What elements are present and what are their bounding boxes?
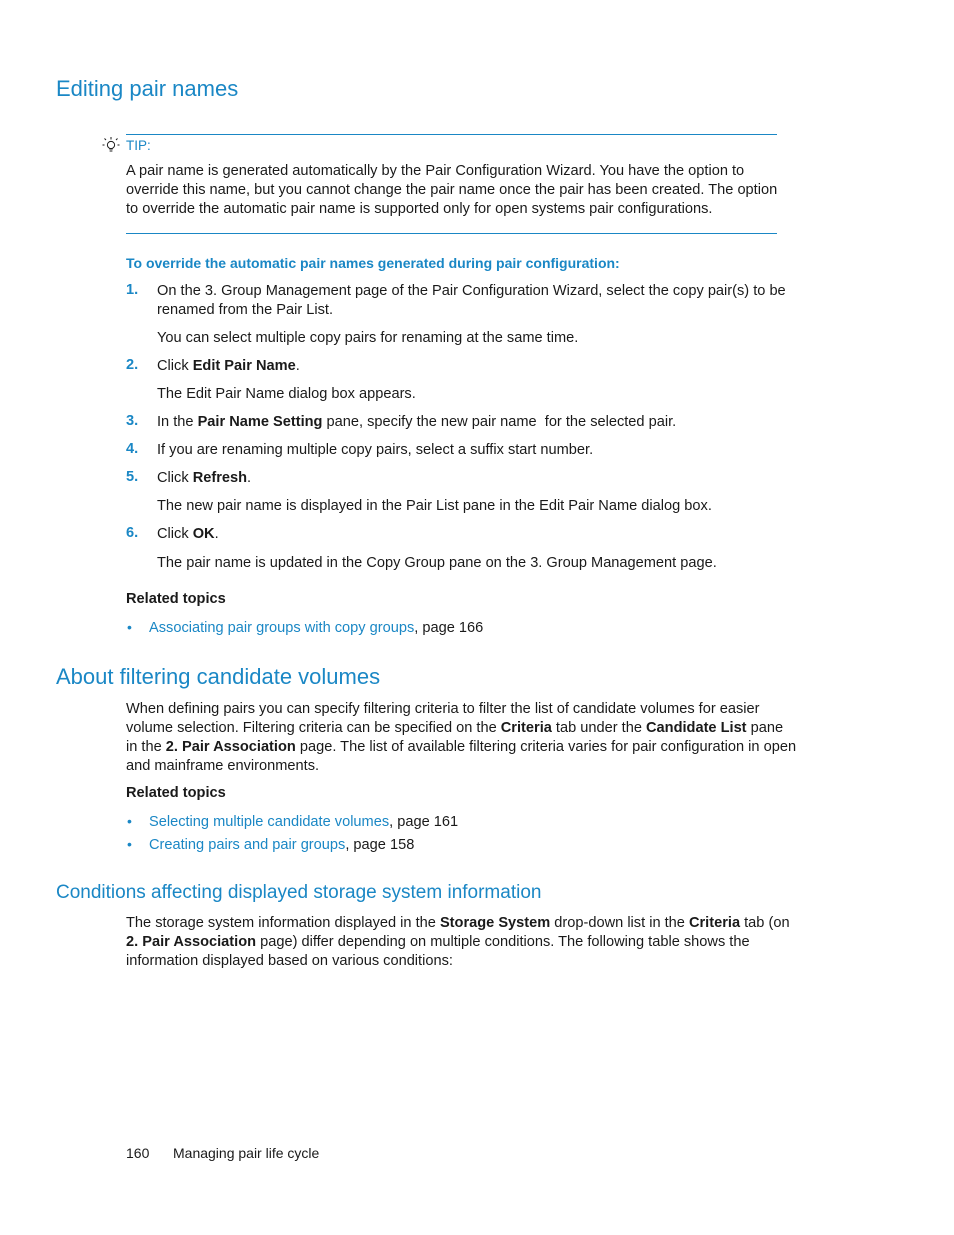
related-topic-item: Associating pair groups with copy groups, page 166 xyxy=(149,620,484,636)
bullet: • xyxy=(127,619,132,635)
step-note: The new pair name is displayed in the Pair List pane in the Edit Pair Name dialog box. xyxy=(157,498,712,514)
step-number: 1. xyxy=(126,282,139,298)
section-title-editing-pair-names: Editing pair names xyxy=(56,76,239,101)
related-topic-link[interactable]: Creating pairs and pair groups xyxy=(149,837,346,853)
step-number: 4. xyxy=(126,441,139,457)
step-note: The Edit Pair Name dialog box appears. xyxy=(157,386,416,402)
bullet: • xyxy=(127,813,132,829)
step-number: 2. xyxy=(126,357,139,373)
section-title-about-filtering: About filtering candidate volumes xyxy=(56,664,381,689)
tip-top-rule xyxy=(126,134,777,135)
step-number: 3. xyxy=(126,413,139,429)
step-text: On the 3. Group Management page of the Pair Configuration Wizard, select the copy pair(s) to be renamed from the Pair List. xyxy=(157,283,786,318)
tip-bottom-rule xyxy=(126,233,777,234)
step-text: Click Refresh. xyxy=(157,470,252,486)
section-title-conditions: Conditions affecting displayed storage system information xyxy=(56,882,542,903)
step-text: Click Edit Pair Name. xyxy=(157,358,300,374)
page-number: 160 xyxy=(126,1145,150,1161)
tip-text: A pair name is generated automatically by the Pair Configuration Wizard. You have the option to override this name, but you cannot change the pair name once the pair has been created. The option to override the automatic pair name is supported only for open systems pair configurations. xyxy=(126,163,778,217)
step-number: 5. xyxy=(126,469,139,485)
procedure-title: To override the automatic pair names generated during pair configuration: xyxy=(126,255,620,271)
related-topic-item: Selecting multiple candidate volumes, page 161 xyxy=(149,814,459,830)
tip-label: TIP: xyxy=(126,138,151,153)
footer-chapter: Managing pair life cycle xyxy=(173,1145,320,1161)
related-topic-link[interactable]: Selecting multiple candidate volumes xyxy=(149,814,390,830)
related-topic-link[interactable]: Associating pair groups with copy groups xyxy=(149,620,415,636)
step-note: You can select multiple copy pairs for renaming at the same time. xyxy=(157,330,579,346)
section-paragraph: The storage system information displayed in the Storage System drop-down list in the Criteria tab (on 2. Pair Association page) differ depending on multiple conditions. The following table shows the information displayed based on various conditions: xyxy=(126,915,790,969)
step-text: In the Pair Name Setting pane, specify the new pair name for the selected pair. xyxy=(157,414,677,430)
step-note: The pair name is updated in the Copy Group pane on the 3. Group Management page. xyxy=(157,555,717,571)
lightbulb-icon xyxy=(101,136,121,161)
step-number: 6. xyxy=(126,525,139,541)
bullet: • xyxy=(127,836,132,852)
related-topic-item: Creating pairs and pair groups, page 158 xyxy=(149,837,415,853)
section-paragraph: When defining pairs you can specify filtering criteria to filter the list of candidate volumes for easier volume selection. Filtering criteria can be specified on the Criteria tab under the Candidate List pane in the 2. Pair Association page. The list of available filtering criteria varies for pair configuration in open and mainframe environments. xyxy=(126,701,797,774)
related-topics-heading: Related topics xyxy=(126,785,226,801)
step-text: If you are renaming multiple copy pairs, select a suffix start number. xyxy=(157,442,594,458)
related-topics-heading: Related topics xyxy=(126,591,226,607)
step-text: Click OK. xyxy=(157,526,219,542)
